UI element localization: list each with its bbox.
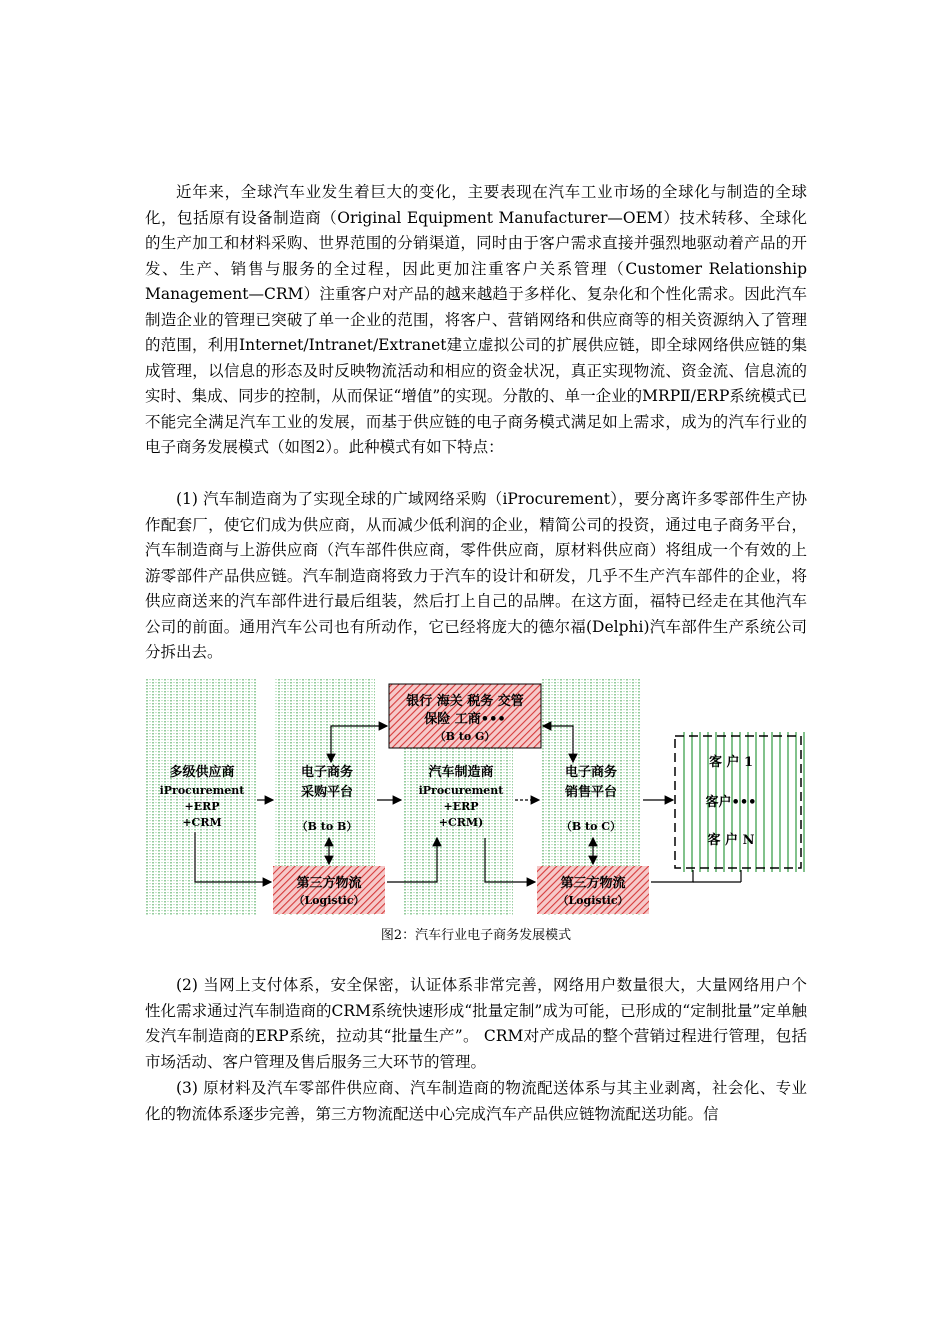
paragraph-point-1: (1) 汽车制造商为了实现全球的广域网络采购（iProcurement），要分离许多零部件生产协作配套厂，使它们成为供应商，从而减少低利润的企业，精简公司的投资，通过电子商务平台，汽车制造商与上游供应商（汽车部件供应商，零件供应商，原材料供应商）将组成一个有效的上游零部件产品供应链。汽车制造商将致力于汽车的设计和研发，几乎不生产汽车部件的企业，将供应商送来的汽车部件进行最后组装，然后打上自己的品牌。在这方面，福特已经走在其他汽车公司的前面。通用汽车公司也有所动作，它已经将庞大的德尔福(Delphi)汽车部件生产系统公司分拆出去。 <box>145 490 807 661</box>
b2c-line-3: （B to C） <box>560 820 622 833</box>
customer-1: 客 户 1 <box>708 755 754 770</box>
manufacturer-line-1: 汽车制造商 <box>428 765 494 780</box>
b2b-line-2: 采购平台 <box>300 785 354 800</box>
logistics-left-line-1: 第三方物流 <box>296 876 362 891</box>
b2c-line-2: 销售平台 <box>564 785 618 800</box>
logistics-right-line-2: （Logistic） <box>557 894 629 907</box>
supplier-background <box>145 678 257 916</box>
paragraph-intro: 近年来，全球汽车业发生着巨大的变化，主要表现在汽车工业市场的全球化与制造的全球化，包括原有设备制造商（Original Equipment Manufacturer—OEM）技术转移、全球化的生产加工和材料采购、世界范围的分销渠道，同时由于客户需求直接并强烈地驱动着产品的开发、生产、销售与服务的全过程，因此更加注重客户关系管理（Customer Relationship Management—CRM）注重客户对产品的越来越趋于多样化、复杂化和个性化需求。因此汽车制造企业的管理已突破了单一企业的范围，将客户、营销网络和供应商等的相关资源纳入了管理的范围，利用Internet/Intranet/Extranet建立虚拟公司的扩展供应链，即全球网络供应链的集成管理，以信息的形态及时反映物流活动和相应的资金状况，真正实现物流、资金流、信息流的实时、集成、同步的控制，从而保证“增值”的实现。分散的、单一企业的MRPⅡ/ERP系统模式已不能完全满足汽车工业的发展，而基于供应链的电子商务模式满足如上需求，成为的汽车行业的电子商务发展模式（如图2）。此种模式有如下特点： <box>145 183 807 456</box>
customer-n: 客 户 N <box>707 833 755 848</box>
b2g-line-1: 银行 海关 税务 交管 <box>406 694 524 709</box>
manufacturer-line-4: +CRM) <box>438 816 484 829</box>
supplier-line-3: +ERP <box>184 800 220 813</box>
manufacturer-line-2: iProcurement <box>418 784 504 797</box>
supplier-line-4: +CRM <box>182 816 222 829</box>
supplier-line-1: 多级供应商 <box>169 765 235 780</box>
ecommerce-model-diagram <box>145 676 807 918</box>
paragraph-point-2: (2) 当网上支付体系，安全保密，认证体系非常完善，网络用户数量很大，大量网络用户个性化需求通过汽车制造商的CRM系统快速形成“批量定制”成为可能，已形成的“定制批量”定单触发汽车制造商的ERP系统，拉动其“批量生产”。 CRM对产成品的整个营销过程进行管理，包括市场活动、客户管理及售后服务三大环节的管理。 <box>145 976 807 1071</box>
logistics-right-line-1: 第三方物流 <box>560 876 626 891</box>
b2b-line-1: 电子商务 <box>300 765 354 780</box>
paragraph-point-3: (3) 原材料及汽车零部件供应商、汽车制造商的物流配送体系与其主业剥离，社会化、专业化的物流体系逐步完善，第三方物流配送中心完成汽车产品供应链物流配送功能。信 <box>145 1079 807 1123</box>
customer-more: 客户••• <box>705 795 757 810</box>
b2g-line-2: 保险 工商••• <box>424 712 506 727</box>
b2c-line-1: 电子商务 <box>564 765 618 780</box>
manufacturer-line-3: +ERP <box>443 800 479 813</box>
figure-caption: 图2：汽车行业电子商务发展模式 <box>380 928 572 943</box>
logistics-left-line-2: （Logistic） <box>293 894 365 907</box>
supplier-line-2: iProcurement <box>159 784 245 797</box>
b2g-line-3: （B to G） <box>434 730 496 743</box>
b2b-line-3: （B to B） <box>296 820 358 833</box>
